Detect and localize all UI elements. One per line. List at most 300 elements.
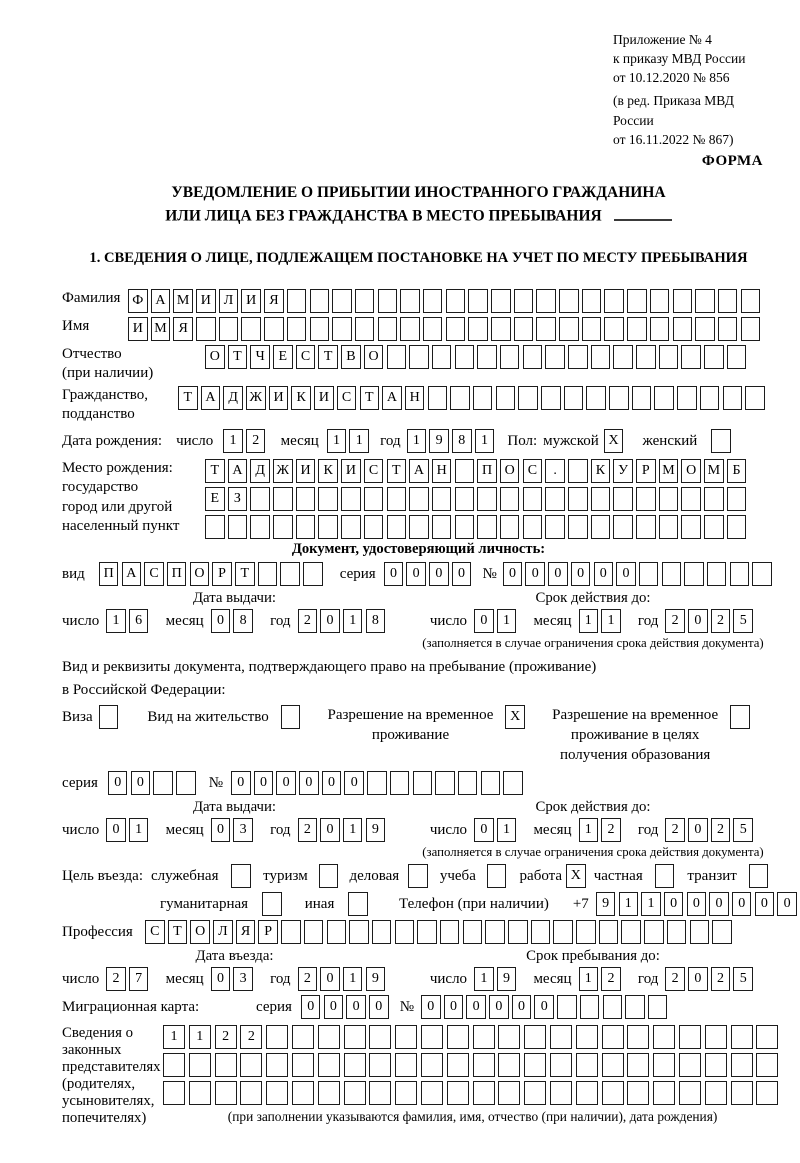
char-cell[interactable] xyxy=(205,515,225,539)
char-cell[interactable] xyxy=(704,515,724,539)
char-cell[interactable]: И xyxy=(341,459,361,483)
char-cell[interactable] xyxy=(409,487,429,511)
char-cell[interactable] xyxy=(568,487,588,511)
char-cell[interactable] xyxy=(684,562,704,586)
char-cell[interactable]: Т xyxy=(205,459,225,483)
char-cell[interactable]: Л xyxy=(219,289,239,313)
char-cell[interactable] xyxy=(473,1053,495,1077)
char-cell[interactable]: С xyxy=(296,345,316,369)
char-cell[interactable]: О xyxy=(205,345,225,369)
char-cell[interactable] xyxy=(690,920,710,944)
char-cell[interactable]: Т xyxy=(360,386,380,410)
char-cell[interactable]: 2 xyxy=(215,1025,237,1049)
char-cell[interactable] xyxy=(250,487,270,511)
char-cell[interactable]: 2 xyxy=(601,818,621,842)
char-cell[interactable]: 0 xyxy=(688,609,708,633)
char-cell[interactable] xyxy=(536,289,556,313)
char-cell[interactable] xyxy=(730,562,750,586)
char-cell[interactable] xyxy=(679,1053,701,1077)
char-cell[interactable] xyxy=(463,920,483,944)
char-cell[interactable] xyxy=(705,1053,727,1077)
char-cell[interactable]: И xyxy=(196,289,216,313)
char-cell[interactable]: 0 xyxy=(474,609,494,633)
char-cell[interactable] xyxy=(281,705,301,729)
char-cell[interactable]: 2 xyxy=(298,967,318,991)
char-cell[interactable] xyxy=(348,892,368,916)
char-cell[interactable]: А xyxy=(228,459,248,483)
char-cell[interactable]: З xyxy=(228,487,248,511)
char-cell[interactable] xyxy=(318,1081,340,1105)
char-cell[interactable] xyxy=(318,1025,340,1049)
char-cell[interactable] xyxy=(332,289,352,313)
char-cell[interactable] xyxy=(477,345,497,369)
char-cell[interactable]: 1 xyxy=(579,967,599,991)
char-cell[interactable]: 2 xyxy=(246,429,266,453)
char-cell[interactable]: И xyxy=(314,386,334,410)
char-cell[interactable] xyxy=(446,317,466,341)
char-cell[interactable]: Ж xyxy=(246,386,266,410)
char-cell[interactable]: У xyxy=(613,459,633,483)
char-cell[interactable]: 0 xyxy=(369,995,389,1019)
char-cell[interactable] xyxy=(228,515,248,539)
char-cell[interactable] xyxy=(500,487,520,511)
char-cell[interactable]: 1 xyxy=(163,1025,185,1049)
char-cell[interactable] xyxy=(318,1053,340,1077)
char-cell[interactable] xyxy=(349,920,369,944)
char-cell[interactable] xyxy=(662,562,682,586)
char-cell[interactable]: П xyxy=(477,459,497,483)
char-cell[interactable] xyxy=(231,864,251,888)
char-cell[interactable]: 0 xyxy=(444,995,464,1019)
char-cell[interactable] xyxy=(557,995,577,1019)
char-cell[interactable]: 0 xyxy=(489,995,509,1019)
char-cell[interactable] xyxy=(741,289,761,313)
char-cell[interactable] xyxy=(390,771,410,795)
char-cell[interactable]: 0 xyxy=(688,967,708,991)
char-cell[interactable] xyxy=(369,1025,391,1049)
char-cell[interactable] xyxy=(318,487,338,511)
char-cell[interactable] xyxy=(576,920,596,944)
char-cell[interactable]: 1 xyxy=(601,609,621,633)
char-cell[interactable]: А xyxy=(409,459,429,483)
char-cell[interactable] xyxy=(215,1053,237,1077)
char-cell[interactable] xyxy=(455,515,475,539)
char-cell[interactable] xyxy=(659,345,679,369)
char-cell[interactable] xyxy=(654,386,674,410)
char-cell[interactable] xyxy=(344,1025,366,1049)
char-cell[interactable]: 1 xyxy=(619,892,639,916)
char-cell[interactable]: Р xyxy=(258,920,278,944)
char-cell[interactable]: 1 xyxy=(343,967,363,991)
char-cell[interactable]: А xyxy=(201,386,221,410)
char-cell[interactable] xyxy=(718,289,738,313)
char-cell[interactable] xyxy=(745,386,765,410)
char-cell[interactable]: 1 xyxy=(349,429,369,453)
char-cell[interactable]: 0 xyxy=(108,771,128,795)
char-cell[interactable]: 0 xyxy=(503,562,523,586)
char-cell[interactable]: 1 xyxy=(223,429,243,453)
char-cell[interactable] xyxy=(582,317,602,341)
char-cell[interactable] xyxy=(304,920,324,944)
char-cell[interactable] xyxy=(541,386,561,410)
char-cell[interactable] xyxy=(395,920,415,944)
char-cell[interactable] xyxy=(591,515,611,539)
char-cell[interactable]: 2 xyxy=(665,609,685,633)
char-cell[interactable] xyxy=(580,995,600,1019)
char-cell[interactable] xyxy=(604,317,624,341)
char-cell[interactable]: О xyxy=(190,920,210,944)
char-cell[interactable]: В xyxy=(341,345,361,369)
char-cell[interactable]: М xyxy=(151,317,171,341)
char-cell[interactable]: 9 xyxy=(429,429,449,453)
char-cell[interactable] xyxy=(332,317,352,341)
char-cell[interactable] xyxy=(545,345,565,369)
char-cell[interactable]: 0 xyxy=(548,562,568,586)
char-cell[interactable] xyxy=(727,515,747,539)
char-cell[interactable] xyxy=(731,1025,753,1049)
char-cell[interactable] xyxy=(240,1081,262,1105)
char-cell[interactable] xyxy=(636,515,656,539)
char-cell[interactable]: 0 xyxy=(429,562,449,586)
char-cell[interactable]: С xyxy=(337,386,357,410)
char-cell[interactable] xyxy=(650,317,670,341)
char-cell[interactable] xyxy=(344,1053,366,1077)
char-cell[interactable] xyxy=(409,345,429,369)
char-cell[interactable] xyxy=(648,995,668,1019)
char-cell[interactable] xyxy=(395,1025,417,1049)
char-cell[interactable]: Д xyxy=(250,459,270,483)
char-cell[interactable] xyxy=(576,1081,598,1105)
char-cell[interactable]: 6 xyxy=(129,609,149,633)
char-cell[interactable]: 8 xyxy=(452,429,472,453)
char-cell[interactable] xyxy=(395,1053,417,1077)
char-cell[interactable]: Т xyxy=(318,345,338,369)
char-cell[interactable] xyxy=(498,1025,520,1049)
char-cell[interactable] xyxy=(568,459,588,483)
char-cell[interactable]: 0 xyxy=(709,892,729,916)
char-cell[interactable] xyxy=(632,386,652,410)
char-cell[interactable] xyxy=(650,289,670,313)
char-cell[interactable]: 1 xyxy=(579,818,599,842)
char-cell[interactable]: 0 xyxy=(732,892,752,916)
char-cell[interactable]: 0 xyxy=(211,818,231,842)
char-cell[interactable]: Е xyxy=(205,487,225,511)
char-cell[interactable] xyxy=(523,487,543,511)
char-cell[interactable] xyxy=(400,289,420,313)
char-cell[interactable]: . xyxy=(545,459,565,483)
char-cell[interactable] xyxy=(355,289,375,313)
char-cell[interactable]: Р xyxy=(212,562,232,586)
char-cell[interactable] xyxy=(586,386,606,410)
char-cell[interactable]: X xyxy=(566,864,586,888)
char-cell[interactable] xyxy=(319,864,339,888)
char-cell[interactable] xyxy=(545,515,565,539)
char-cell[interactable] xyxy=(673,289,693,313)
char-cell[interactable]: 0 xyxy=(320,609,340,633)
char-cell[interactable] xyxy=(432,487,452,511)
char-cell[interactable] xyxy=(292,1081,314,1105)
char-cell[interactable] xyxy=(731,1081,753,1105)
char-cell[interactable] xyxy=(99,705,119,729)
char-cell[interactable] xyxy=(413,771,433,795)
char-cell[interactable] xyxy=(280,562,300,586)
char-cell[interactable] xyxy=(409,515,429,539)
char-cell[interactable]: 0 xyxy=(755,892,775,916)
char-cell[interactable]: 0 xyxy=(276,771,296,795)
char-cell[interactable]: 7 xyxy=(129,967,149,991)
char-cell[interactable] xyxy=(518,386,538,410)
char-cell[interactable] xyxy=(432,515,452,539)
char-cell[interactable] xyxy=(536,317,556,341)
char-cell[interactable]: Н xyxy=(405,386,425,410)
char-cell[interactable] xyxy=(627,1025,649,1049)
char-cell[interactable] xyxy=(653,1053,675,1077)
char-cell[interactable]: 5 xyxy=(733,967,753,991)
char-cell[interactable]: 0 xyxy=(616,562,636,586)
char-cell[interactable] xyxy=(367,771,387,795)
char-cell[interactable]: 9 xyxy=(366,818,386,842)
char-cell[interactable]: М xyxy=(704,459,724,483)
char-cell[interactable]: 2 xyxy=(298,818,318,842)
char-cell[interactable] xyxy=(705,1025,727,1049)
char-cell[interactable]: 0 xyxy=(534,995,554,1019)
char-cell[interactable] xyxy=(591,345,611,369)
char-cell[interactable]: 0 xyxy=(231,771,251,795)
char-cell[interactable]: 2 xyxy=(711,967,731,991)
char-cell[interactable] xyxy=(240,1053,262,1077)
char-cell[interactable] xyxy=(749,864,769,888)
char-cell[interactable] xyxy=(219,317,239,341)
char-cell[interactable] xyxy=(421,1053,443,1077)
char-cell[interactable] xyxy=(341,487,361,511)
char-cell[interactable] xyxy=(364,487,384,511)
char-cell[interactable] xyxy=(473,386,493,410)
char-cell[interactable]: 0 xyxy=(571,562,591,586)
char-cell[interactable] xyxy=(756,1081,778,1105)
char-cell[interactable]: М xyxy=(173,289,193,313)
char-cell[interactable] xyxy=(653,1081,675,1105)
char-cell[interactable] xyxy=(550,1053,572,1077)
char-cell[interactable]: X xyxy=(604,429,624,453)
char-cell[interactable]: 0 xyxy=(211,609,231,633)
char-cell[interactable] xyxy=(327,920,347,944)
char-cell[interactable] xyxy=(576,1025,598,1049)
char-cell[interactable] xyxy=(378,317,398,341)
char-cell[interactable] xyxy=(455,487,475,511)
char-cell[interactable]: Д xyxy=(223,386,243,410)
char-cell[interactable] xyxy=(423,289,443,313)
char-cell[interactable]: К xyxy=(591,459,611,483)
char-cell[interactable] xyxy=(468,289,488,313)
char-cell[interactable]: 0 xyxy=(688,818,708,842)
char-cell[interactable] xyxy=(731,1053,753,1077)
char-cell[interactable] xyxy=(369,1081,391,1105)
char-cell[interactable] xyxy=(473,1081,495,1105)
char-cell[interactable]: И xyxy=(128,317,148,341)
char-cell[interactable] xyxy=(189,1081,211,1105)
char-cell[interactable] xyxy=(266,1081,288,1105)
char-cell[interactable] xyxy=(613,345,633,369)
char-cell[interactable]: Т xyxy=(178,386,198,410)
char-cell[interactable] xyxy=(241,317,261,341)
char-cell[interactable]: П xyxy=(167,562,187,586)
char-cell[interactable] xyxy=(602,1081,624,1105)
char-cell[interactable]: 0 xyxy=(320,818,340,842)
char-cell[interactable] xyxy=(428,386,448,410)
char-cell[interactable]: 5 xyxy=(733,818,753,842)
char-cell[interactable] xyxy=(287,317,307,341)
char-cell[interactable]: 1 xyxy=(407,429,427,453)
char-cell[interactable] xyxy=(653,1025,675,1049)
char-cell[interactable] xyxy=(310,289,330,313)
char-cell[interactable] xyxy=(704,345,724,369)
char-cell[interactable] xyxy=(667,920,687,944)
char-cell[interactable] xyxy=(498,1081,520,1105)
char-cell[interactable]: 1 xyxy=(343,818,363,842)
char-cell[interactable] xyxy=(440,920,460,944)
char-cell[interactable] xyxy=(627,1053,649,1077)
char-cell[interactable] xyxy=(273,487,293,511)
char-cell[interactable] xyxy=(568,345,588,369)
char-cell[interactable]: 2 xyxy=(665,967,685,991)
char-cell[interactable]: 0 xyxy=(320,967,340,991)
char-cell[interactable]: 1 xyxy=(497,609,517,633)
char-cell[interactable] xyxy=(296,487,316,511)
char-cell[interactable] xyxy=(673,317,693,341)
char-cell[interactable]: 0 xyxy=(131,771,151,795)
char-cell[interactable] xyxy=(524,1081,546,1105)
char-cell[interactable] xyxy=(498,1053,520,1077)
char-cell[interactable]: 0 xyxy=(452,562,472,586)
char-cell[interactable] xyxy=(446,289,466,313)
char-cell[interactable] xyxy=(318,515,338,539)
char-cell[interactable] xyxy=(303,562,323,586)
char-cell[interactable]: 1 xyxy=(129,818,149,842)
char-cell[interactable] xyxy=(500,515,520,539)
char-cell[interactable] xyxy=(523,515,543,539)
char-cell[interactable]: 1 xyxy=(474,967,494,991)
char-cell[interactable]: Н xyxy=(432,459,452,483)
char-cell[interactable] xyxy=(636,345,656,369)
char-cell[interactable] xyxy=(659,515,679,539)
char-cell[interactable]: 0 xyxy=(299,771,319,795)
char-cell[interactable] xyxy=(344,1081,366,1105)
char-cell[interactable] xyxy=(718,317,738,341)
char-cell[interactable] xyxy=(531,920,551,944)
char-cell[interactable] xyxy=(681,487,701,511)
char-cell[interactable]: Т xyxy=(387,459,407,483)
char-cell[interactable] xyxy=(369,1053,391,1077)
char-cell[interactable]: 1 xyxy=(641,892,661,916)
char-cell[interactable]: А xyxy=(122,562,142,586)
char-cell[interactable] xyxy=(292,1053,314,1077)
char-cell[interactable] xyxy=(756,1053,778,1077)
char-cell[interactable]: С xyxy=(364,459,384,483)
char-cell[interactable] xyxy=(258,562,278,586)
char-cell[interactable] xyxy=(727,345,747,369)
char-cell[interactable] xyxy=(514,317,534,341)
char-cell[interactable]: Я xyxy=(264,289,284,313)
char-cell[interactable] xyxy=(215,1081,237,1105)
char-cell[interactable] xyxy=(639,562,659,586)
char-cell[interactable] xyxy=(559,289,579,313)
char-cell[interactable]: С xyxy=(523,459,543,483)
char-cell[interactable] xyxy=(677,386,697,410)
char-cell[interactable]: 0 xyxy=(421,995,441,1019)
char-cell[interactable] xyxy=(287,289,307,313)
char-cell[interactable] xyxy=(752,562,772,586)
char-cell[interactable] xyxy=(468,317,488,341)
char-cell[interactable] xyxy=(523,345,543,369)
char-cell[interactable] xyxy=(545,487,565,511)
char-cell[interactable]: Е xyxy=(273,345,293,369)
char-cell[interactable] xyxy=(176,771,196,795)
char-cell[interactable]: М xyxy=(659,459,679,483)
char-cell[interactable]: 3 xyxy=(233,967,253,991)
char-cell[interactable] xyxy=(741,317,761,341)
char-cell[interactable] xyxy=(264,317,284,341)
char-cell[interactable]: С xyxy=(144,562,164,586)
char-cell[interactable] xyxy=(473,1025,495,1049)
char-cell[interactable] xyxy=(310,317,330,341)
char-cell[interactable] xyxy=(447,1025,469,1049)
char-cell[interactable]: 0 xyxy=(687,892,707,916)
char-cell[interactable]: Б xyxy=(727,459,747,483)
char-cell[interactable]: 2 xyxy=(711,818,731,842)
char-cell[interactable]: 1 xyxy=(106,609,126,633)
char-cell[interactable] xyxy=(621,920,641,944)
char-cell[interactable] xyxy=(281,920,301,944)
char-cell[interactable] xyxy=(496,386,516,410)
char-cell[interactable]: 1 xyxy=(475,429,495,453)
char-cell[interactable]: 2 xyxy=(711,609,731,633)
char-cell[interactable]: Т xyxy=(235,562,255,586)
char-cell[interactable] xyxy=(273,515,293,539)
char-cell[interactable]: 2 xyxy=(298,609,318,633)
char-cell[interactable] xyxy=(603,995,623,1019)
char-cell[interactable]: А xyxy=(382,386,402,410)
char-cell[interactable] xyxy=(341,515,361,539)
char-cell[interactable]: П xyxy=(99,562,119,586)
char-cell[interactable] xyxy=(387,515,407,539)
char-cell[interactable]: 9 xyxy=(596,892,616,916)
char-cell[interactable] xyxy=(400,317,420,341)
char-cell[interactable]: И xyxy=(296,459,316,483)
char-cell[interactable] xyxy=(296,515,316,539)
char-cell[interactable] xyxy=(602,1053,624,1077)
char-cell[interactable] xyxy=(564,386,584,410)
char-cell[interactable]: Л xyxy=(213,920,233,944)
char-cell[interactable]: 0 xyxy=(344,771,364,795)
char-cell[interactable]: 9 xyxy=(497,967,517,991)
char-cell[interactable] xyxy=(447,1081,469,1105)
char-cell[interactable] xyxy=(550,1025,572,1049)
char-cell[interactable]: К xyxy=(318,459,338,483)
char-cell[interactable]: 0 xyxy=(664,892,684,916)
char-cell[interactable]: И xyxy=(241,289,261,313)
char-cell[interactable]: X xyxy=(505,705,525,729)
char-cell[interactable] xyxy=(355,317,375,341)
char-cell[interactable] xyxy=(387,487,407,511)
char-cell[interactable] xyxy=(704,487,724,511)
char-cell[interactable] xyxy=(487,864,507,888)
char-cell[interactable] xyxy=(659,487,679,511)
char-cell[interactable]: 9 xyxy=(366,967,386,991)
char-cell[interactable] xyxy=(447,1053,469,1077)
char-cell[interactable] xyxy=(679,1081,701,1105)
char-cell[interactable] xyxy=(508,920,528,944)
char-cell[interactable]: О xyxy=(681,459,701,483)
